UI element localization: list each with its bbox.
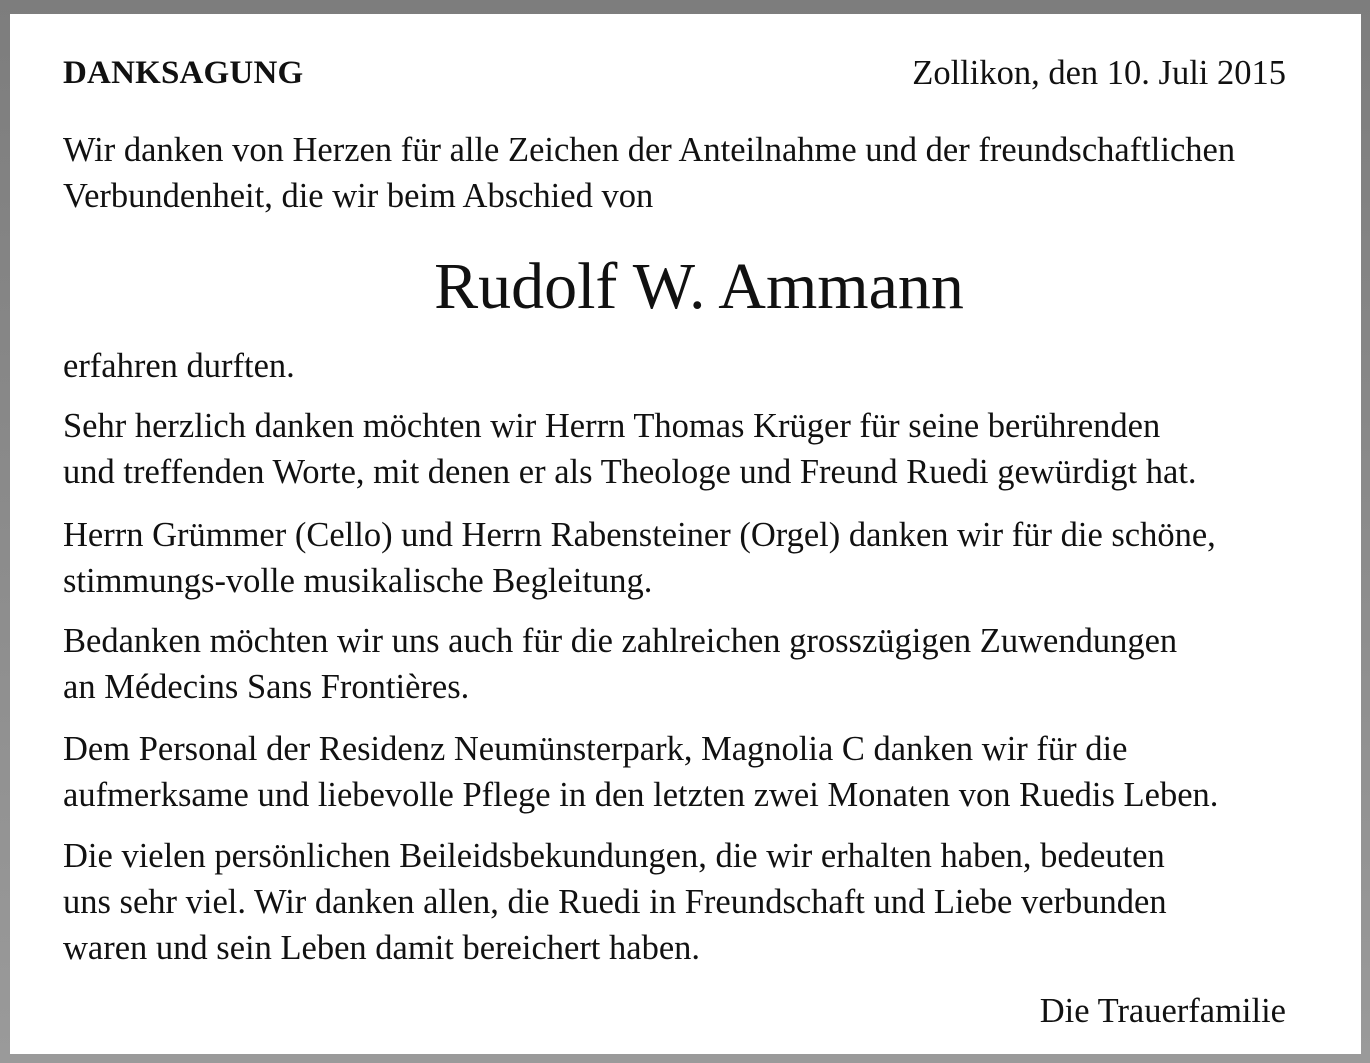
paragraph-line: und treffenden Worte, mit denen er als Theologe und Freund Ruedi gewürdigt hat. bbox=[63, 453, 1197, 491]
paragraph-line: aufmerksame und liebevolle Pflege in den letzten zwei Monaten von Ruedis Leben. bbox=[63, 776, 1219, 814]
paragraph-line: stimmungs-volle musikalische Begleitung. bbox=[63, 562, 653, 600]
paragraph-line: waren und sein Leben damit bereichert haben. bbox=[63, 929, 701, 967]
paragraph-line: an Médecins Sans Frontières. bbox=[63, 668, 470, 706]
paragraph-thanks-condolences bbox=[63, 833, 1358, 971]
paragraph-line: Sehr herzlich danken möchten wir Herrn Thomas Krüger für seine berührenden bbox=[63, 407, 1161, 445]
notice-header bbox=[63, 50, 1286, 96]
intro-paragraph bbox=[63, 127, 1358, 219]
intro-line: Verbundenheit, die wir beim Abschied von bbox=[63, 177, 654, 215]
signature: Die Trauerfamilie bbox=[1039, 992, 1286, 1030]
paragraph-line: Dem Personal der Residenz Neumünsterpark, Magnolia C danken wir für die bbox=[63, 730, 1128, 768]
notice-page bbox=[10, 14, 1361, 1054]
intro-end bbox=[63, 343, 1358, 389]
paragraph-line: uns sehr viel. Wir danken allen, die Ruedi in Freundschaft und Liebe verbunden bbox=[63, 883, 1167, 921]
paragraph-line: Bedanken möchten wir uns auch für die zahlreichen grosszügigen Zuwendungen bbox=[63, 622, 1178, 660]
notice-heading: DANKSAGUNG bbox=[63, 55, 304, 91]
place-date: Zollikon, den 10. Juli 2015 bbox=[912, 54, 1286, 92]
intro-end-line: erfahren durften. bbox=[63, 347, 295, 385]
paragraph-thanks-speaker bbox=[63, 403, 1358, 495]
intro-line: Wir danken von Herzen für alle Zeichen der Anteilnahme und der freundschaftlichen bbox=[63, 131, 1236, 169]
paragraph-line: Die vielen persönlichen Beileidsbekundungen, die wir erhalten haben, bedeuten bbox=[63, 837, 1165, 875]
paragraph-line: Herrn Grümmer (Cello) und Herrn Rabensteiner (Orgel) danken wir für die schöne, bbox=[63, 516, 1216, 554]
deceased-name: Rudolf W. Ammann bbox=[434, 250, 964, 323]
paragraph-thanks-donations bbox=[63, 618, 1358, 710]
paragraph-thanks-care bbox=[63, 726, 1358, 818]
paragraph-thanks-music bbox=[63, 512, 1358, 604]
